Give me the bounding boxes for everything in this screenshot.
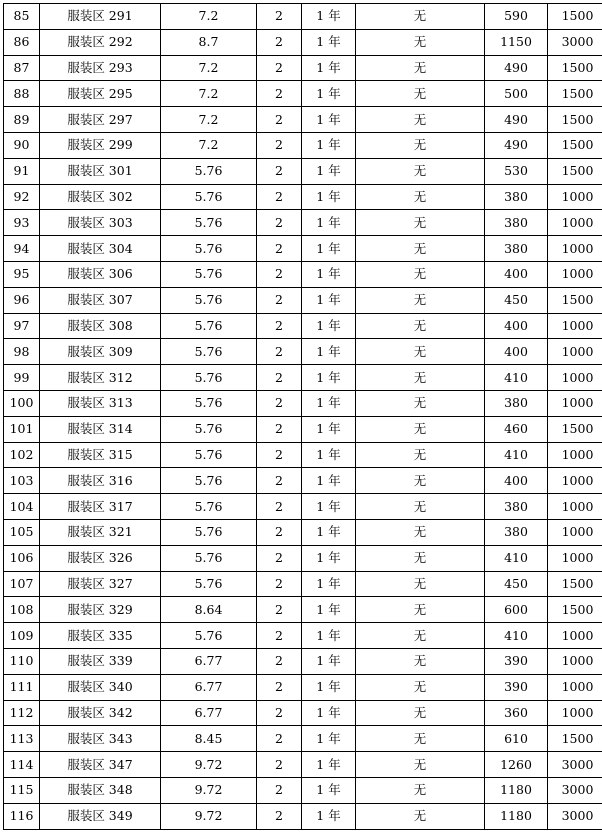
rent-cell: 380 bbox=[485, 390, 548, 416]
term-cell: 1 年 bbox=[302, 158, 356, 184]
row-number-cell: 107 bbox=[4, 571, 40, 597]
table-row bbox=[4, 648, 602, 674]
row-number-cell: 97 bbox=[4, 313, 40, 339]
deposit-cell: 1000 bbox=[548, 313, 602, 339]
table-row bbox=[4, 442, 602, 468]
remark-cell: 无 bbox=[356, 752, 485, 778]
rent-cell: 490 bbox=[485, 55, 548, 81]
deposit-cell: 1500 bbox=[548, 132, 602, 158]
deposit-cell: 1500 bbox=[548, 597, 602, 623]
area-cell: 5.76 bbox=[161, 287, 257, 313]
remark-cell: 无 bbox=[356, 623, 485, 649]
remark-cell: 无 bbox=[356, 777, 485, 803]
table-row bbox=[4, 261, 602, 287]
remark-cell: 无 bbox=[356, 4, 485, 30]
term-cell: 1 年 bbox=[302, 519, 356, 545]
table-row bbox=[4, 132, 602, 158]
term-cell: 1 年 bbox=[302, 571, 356, 597]
remark-cell: 无 bbox=[356, 313, 485, 339]
rent-cell: 490 bbox=[485, 107, 548, 133]
table-row bbox=[4, 287, 602, 313]
deposit-cell: 1000 bbox=[548, 519, 602, 545]
remark-cell: 无 bbox=[356, 365, 485, 391]
stall-name-cell: 服装区 348 bbox=[40, 777, 161, 803]
deposit-cell: 1000 bbox=[548, 674, 602, 700]
remark-cell: 无 bbox=[356, 132, 485, 158]
stall-name-cell: 服装区 295 bbox=[40, 81, 161, 107]
table-row bbox=[4, 210, 602, 236]
rent-cell: 1150 bbox=[485, 29, 548, 55]
area-cell: 6.77 bbox=[161, 700, 257, 726]
row-number-cell: 99 bbox=[4, 365, 40, 391]
remark-cell: 无 bbox=[356, 81, 485, 107]
count-cell: 2 bbox=[257, 597, 302, 623]
row-number-cell: 93 bbox=[4, 210, 40, 236]
deposit-cell: 1000 bbox=[548, 210, 602, 236]
stall-name-cell: 服装区 321 bbox=[40, 519, 161, 545]
area-cell: 5.76 bbox=[161, 494, 257, 520]
area-cell: 6.77 bbox=[161, 648, 257, 674]
stall-name-cell: 服装区 303 bbox=[40, 210, 161, 236]
row-number-cell: 108 bbox=[4, 597, 40, 623]
count-cell: 2 bbox=[257, 442, 302, 468]
area-cell: 5.76 bbox=[161, 416, 257, 442]
area-cell: 8.64 bbox=[161, 597, 257, 623]
rent-cell: 400 bbox=[485, 261, 548, 287]
row-number-cell: 104 bbox=[4, 494, 40, 520]
term-cell: 1 年 bbox=[302, 365, 356, 391]
deposit-cell: 1000 bbox=[548, 648, 602, 674]
deposit-cell: 1000 bbox=[548, 236, 602, 262]
count-cell: 2 bbox=[257, 494, 302, 520]
stall-name-cell: 服装区 342 bbox=[40, 700, 161, 726]
stall-name-cell: 服装区 304 bbox=[40, 236, 161, 262]
table-row bbox=[4, 339, 602, 365]
term-cell: 1 年 bbox=[302, 545, 356, 571]
remark-cell: 无 bbox=[356, 674, 485, 700]
remark-cell: 无 bbox=[356, 210, 485, 236]
count-cell: 2 bbox=[257, 81, 302, 107]
area-cell: 7.2 bbox=[161, 4, 257, 30]
count-cell: 2 bbox=[257, 55, 302, 81]
area-cell: 9.72 bbox=[161, 777, 257, 803]
stall-name-cell: 服装区 315 bbox=[40, 442, 161, 468]
table-row bbox=[4, 674, 602, 700]
table-row bbox=[4, 55, 602, 81]
row-number-cell: 113 bbox=[4, 726, 40, 752]
deposit-cell: 1500 bbox=[548, 4, 602, 30]
deposit-cell: 1000 bbox=[548, 623, 602, 649]
row-number-cell: 105 bbox=[4, 519, 40, 545]
stall-name-cell: 服装区 293 bbox=[40, 55, 161, 81]
rent-cell: 600 bbox=[485, 597, 548, 623]
stall-name-cell: 服装区 314 bbox=[40, 416, 161, 442]
table-row bbox=[4, 700, 602, 726]
table-row bbox=[4, 236, 602, 262]
area-cell: 8.45 bbox=[161, 726, 257, 752]
row-number-cell: 106 bbox=[4, 545, 40, 571]
remark-cell: 无 bbox=[356, 339, 485, 365]
remark-cell: 无 bbox=[356, 107, 485, 133]
term-cell: 1 年 bbox=[302, 597, 356, 623]
count-cell: 2 bbox=[257, 132, 302, 158]
deposit-cell: 1000 bbox=[548, 365, 602, 391]
count-cell: 2 bbox=[257, 29, 302, 55]
remark-cell: 无 bbox=[356, 494, 485, 520]
count-cell: 2 bbox=[257, 674, 302, 700]
count-cell: 2 bbox=[257, 339, 302, 365]
stall-name-cell: 服装区 306 bbox=[40, 261, 161, 287]
count-cell: 2 bbox=[257, 416, 302, 442]
rent-cell: 380 bbox=[485, 519, 548, 545]
rent-cell: 460 bbox=[485, 416, 548, 442]
count-cell: 2 bbox=[257, 752, 302, 778]
deposit-cell: 3000 bbox=[548, 803, 602, 829]
remark-cell: 无 bbox=[356, 648, 485, 674]
deposit-cell: 1000 bbox=[548, 184, 602, 210]
row-number-cell: 116 bbox=[4, 803, 40, 829]
stall-name-cell: 服装区 308 bbox=[40, 313, 161, 339]
row-number-cell: 109 bbox=[4, 623, 40, 649]
rent-cell: 1260 bbox=[485, 752, 548, 778]
remark-cell: 无 bbox=[356, 158, 485, 184]
deposit-cell: 1500 bbox=[548, 416, 602, 442]
area-cell: 5.76 bbox=[161, 210, 257, 236]
area-cell: 5.76 bbox=[161, 623, 257, 649]
term-cell: 1 年 bbox=[302, 210, 356, 236]
area-cell: 5.76 bbox=[161, 158, 257, 184]
deposit-cell: 1000 bbox=[548, 261, 602, 287]
term-cell: 1 年 bbox=[302, 752, 356, 778]
rent-cell: 380 bbox=[485, 184, 548, 210]
deposit-cell: 3000 bbox=[548, 29, 602, 55]
stall-name-cell: 服装区 313 bbox=[40, 390, 161, 416]
term-cell: 1 年 bbox=[302, 4, 356, 30]
stall-name-cell: 服装区 327 bbox=[40, 571, 161, 597]
row-number-cell: 112 bbox=[4, 700, 40, 726]
deposit-cell: 1500 bbox=[548, 81, 602, 107]
remark-cell: 无 bbox=[356, 55, 485, 81]
area-cell: 9.72 bbox=[161, 752, 257, 778]
deposit-cell: 1500 bbox=[548, 55, 602, 81]
remark-cell: 无 bbox=[356, 803, 485, 829]
term-cell: 1 年 bbox=[302, 494, 356, 520]
rent-cell: 380 bbox=[485, 236, 548, 262]
count-cell: 2 bbox=[257, 726, 302, 752]
row-number-cell: 89 bbox=[4, 107, 40, 133]
table-row bbox=[4, 29, 602, 55]
table-row bbox=[4, 726, 602, 752]
term-cell: 1 年 bbox=[302, 390, 356, 416]
remark-cell: 无 bbox=[356, 468, 485, 494]
rent-cell: 410 bbox=[485, 545, 548, 571]
rent-cell: 610 bbox=[485, 726, 548, 752]
stall-name-cell: 服装区 349 bbox=[40, 803, 161, 829]
row-number-cell: 90 bbox=[4, 132, 40, 158]
table-row bbox=[4, 545, 602, 571]
count-cell: 2 bbox=[257, 261, 302, 287]
table-row bbox=[4, 365, 602, 391]
term-cell: 1 年 bbox=[302, 803, 356, 829]
term-cell: 1 年 bbox=[302, 700, 356, 726]
table-row bbox=[4, 390, 602, 416]
count-cell: 2 bbox=[257, 777, 302, 803]
table-row bbox=[4, 494, 602, 520]
remark-cell: 无 bbox=[356, 236, 485, 262]
term-cell: 1 年 bbox=[302, 339, 356, 365]
row-number-cell: 102 bbox=[4, 442, 40, 468]
rent-cell: 400 bbox=[485, 339, 548, 365]
count-cell: 2 bbox=[257, 365, 302, 391]
table-row bbox=[4, 158, 602, 184]
deposit-cell: 1000 bbox=[548, 442, 602, 468]
deposit-cell: 1000 bbox=[548, 545, 602, 571]
area-cell: 5.76 bbox=[161, 261, 257, 287]
table-row bbox=[4, 597, 602, 623]
listing-table bbox=[3, 3, 602, 830]
remark-cell: 无 bbox=[356, 442, 485, 468]
area-cell: 7.2 bbox=[161, 107, 257, 133]
area-cell: 5.76 bbox=[161, 545, 257, 571]
term-cell: 1 年 bbox=[302, 287, 356, 313]
stall-name-cell: 服装区 312 bbox=[40, 365, 161, 391]
term-cell: 1 年 bbox=[302, 55, 356, 81]
stall-name-cell: 服装区 316 bbox=[40, 468, 161, 494]
rent-cell: 390 bbox=[485, 648, 548, 674]
stall-name-cell: 服装区 326 bbox=[40, 545, 161, 571]
term-cell: 1 年 bbox=[302, 777, 356, 803]
deposit-cell: 1500 bbox=[548, 726, 602, 752]
count-cell: 2 bbox=[257, 4, 302, 30]
remark-cell: 无 bbox=[356, 184, 485, 210]
term-cell: 1 年 bbox=[302, 442, 356, 468]
remark-cell: 无 bbox=[356, 416, 485, 442]
row-number-cell: 96 bbox=[4, 287, 40, 313]
stall-name-cell: 服装区 340 bbox=[40, 674, 161, 700]
count-cell: 2 bbox=[257, 700, 302, 726]
count-cell: 2 bbox=[257, 313, 302, 339]
rent-cell: 1180 bbox=[485, 803, 548, 829]
row-number-cell: 92 bbox=[4, 184, 40, 210]
area-cell: 5.76 bbox=[161, 184, 257, 210]
term-cell: 1 年 bbox=[302, 416, 356, 442]
term-cell: 1 年 bbox=[302, 623, 356, 649]
rent-cell: 400 bbox=[485, 468, 548, 494]
deposit-cell: 1000 bbox=[548, 468, 602, 494]
rent-cell: 410 bbox=[485, 442, 548, 468]
table-row bbox=[4, 803, 602, 829]
area-cell: 5.76 bbox=[161, 313, 257, 339]
area-cell: 5.76 bbox=[161, 390, 257, 416]
remark-cell: 无 bbox=[356, 287, 485, 313]
remark-cell: 无 bbox=[356, 597, 485, 623]
count-cell: 2 bbox=[257, 107, 302, 133]
count-cell: 2 bbox=[257, 648, 302, 674]
deposit-cell: 3000 bbox=[548, 752, 602, 778]
stall-name-cell: 服装区 347 bbox=[40, 752, 161, 778]
remark-cell: 无 bbox=[356, 571, 485, 597]
count-cell: 2 bbox=[257, 545, 302, 571]
row-number-cell: 91 bbox=[4, 158, 40, 184]
rent-cell: 380 bbox=[485, 210, 548, 236]
deposit-cell: 1000 bbox=[548, 339, 602, 365]
term-cell: 1 年 bbox=[302, 184, 356, 210]
area-cell: 5.76 bbox=[161, 442, 257, 468]
stall-name-cell: 服装区 299 bbox=[40, 132, 161, 158]
rent-cell: 390 bbox=[485, 674, 548, 700]
table-row bbox=[4, 571, 602, 597]
area-cell: 5.76 bbox=[161, 468, 257, 494]
count-cell: 2 bbox=[257, 803, 302, 829]
stall-name-cell: 服装区 343 bbox=[40, 726, 161, 752]
stall-name-cell: 服装区 317 bbox=[40, 494, 161, 520]
row-number-cell: 85 bbox=[4, 4, 40, 30]
table-row bbox=[4, 623, 602, 649]
remark-cell: 无 bbox=[356, 545, 485, 571]
count-cell: 2 bbox=[257, 390, 302, 416]
deposit-cell: 3000 bbox=[548, 777, 602, 803]
row-number-cell: 110 bbox=[4, 648, 40, 674]
row-number-cell: 98 bbox=[4, 339, 40, 365]
count-cell: 2 bbox=[257, 210, 302, 236]
deposit-cell: 1000 bbox=[548, 700, 602, 726]
term-cell: 1 年 bbox=[302, 81, 356, 107]
row-number-cell: 103 bbox=[4, 468, 40, 494]
term-cell: 1 年 bbox=[302, 29, 356, 55]
deposit-cell: 1000 bbox=[548, 494, 602, 520]
rent-cell: 410 bbox=[485, 623, 548, 649]
term-cell: 1 年 bbox=[302, 674, 356, 700]
stall-name-cell: 服装区 297 bbox=[40, 107, 161, 133]
rent-cell: 450 bbox=[485, 287, 548, 313]
deposit-cell: 1500 bbox=[548, 571, 602, 597]
count-cell: 2 bbox=[257, 519, 302, 545]
row-number-cell: 95 bbox=[4, 261, 40, 287]
area-cell: 6.77 bbox=[161, 674, 257, 700]
rent-cell: 490 bbox=[485, 132, 548, 158]
deposit-cell: 1500 bbox=[548, 287, 602, 313]
stall-name-cell: 服装区 335 bbox=[40, 623, 161, 649]
listing-table-container bbox=[3, 3, 602, 830]
rent-cell: 1180 bbox=[485, 777, 548, 803]
deposit-cell: 1000 bbox=[548, 390, 602, 416]
area-cell: 5.76 bbox=[161, 339, 257, 365]
table-row bbox=[4, 107, 602, 133]
remark-cell: 无 bbox=[356, 390, 485, 416]
term-cell: 1 年 bbox=[302, 236, 356, 262]
row-number-cell: 111 bbox=[4, 674, 40, 700]
remark-cell: 无 bbox=[356, 261, 485, 287]
area-cell: 5.76 bbox=[161, 519, 257, 545]
area-cell: 8.7 bbox=[161, 29, 257, 55]
remark-cell: 无 bbox=[356, 726, 485, 752]
row-number-cell: 115 bbox=[4, 777, 40, 803]
deposit-cell: 1500 bbox=[548, 107, 602, 133]
rent-cell: 410 bbox=[485, 365, 548, 391]
stall-name-cell: 服装区 301 bbox=[40, 158, 161, 184]
area-cell: 7.2 bbox=[161, 132, 257, 158]
table-row bbox=[4, 468, 602, 494]
area-cell: 7.2 bbox=[161, 81, 257, 107]
remark-cell: 无 bbox=[356, 29, 485, 55]
count-cell: 2 bbox=[257, 184, 302, 210]
term-cell: 1 年 bbox=[302, 261, 356, 287]
term-cell: 1 年 bbox=[302, 313, 356, 339]
row-number-cell: 100 bbox=[4, 390, 40, 416]
table-row bbox=[4, 81, 602, 107]
rent-cell: 360 bbox=[485, 700, 548, 726]
count-cell: 2 bbox=[257, 236, 302, 262]
row-number-cell: 94 bbox=[4, 236, 40, 262]
deposit-cell: 1500 bbox=[548, 158, 602, 184]
row-number-cell: 86 bbox=[4, 29, 40, 55]
term-cell: 1 年 bbox=[302, 468, 356, 494]
count-cell: 2 bbox=[257, 623, 302, 649]
area-cell: 5.76 bbox=[161, 365, 257, 391]
table-row bbox=[4, 416, 602, 442]
rent-cell: 590 bbox=[485, 4, 548, 30]
term-cell: 1 年 bbox=[302, 107, 356, 133]
rent-cell: 450 bbox=[485, 571, 548, 597]
rent-cell: 500 bbox=[485, 81, 548, 107]
term-cell: 1 年 bbox=[302, 132, 356, 158]
row-number-cell: 114 bbox=[4, 752, 40, 778]
term-cell: 1 年 bbox=[302, 726, 356, 752]
remark-cell: 无 bbox=[356, 519, 485, 545]
term-cell: 1 年 bbox=[302, 648, 356, 674]
area-cell: 5.76 bbox=[161, 571, 257, 597]
table-row bbox=[4, 777, 602, 803]
remark-cell: 无 bbox=[356, 700, 485, 726]
area-cell: 9.72 bbox=[161, 803, 257, 829]
table-row bbox=[4, 752, 602, 778]
count-cell: 2 bbox=[257, 468, 302, 494]
stall-name-cell: 服装区 309 bbox=[40, 339, 161, 365]
table-row bbox=[4, 184, 602, 210]
table-row bbox=[4, 519, 602, 545]
table-row bbox=[4, 4, 602, 30]
count-cell: 2 bbox=[257, 158, 302, 184]
stall-name-cell: 服装区 339 bbox=[40, 648, 161, 674]
row-number-cell: 88 bbox=[4, 81, 40, 107]
row-number-cell: 101 bbox=[4, 416, 40, 442]
table-row bbox=[4, 313, 602, 339]
stall-name-cell: 服装区 329 bbox=[40, 597, 161, 623]
count-cell: 2 bbox=[257, 287, 302, 313]
stall-name-cell: 服装区 291 bbox=[40, 4, 161, 30]
stall-name-cell: 服装区 292 bbox=[40, 29, 161, 55]
stall-name-cell: 服装区 307 bbox=[40, 287, 161, 313]
area-cell: 7.2 bbox=[161, 55, 257, 81]
stall-name-cell: 服装区 302 bbox=[40, 184, 161, 210]
count-cell: 2 bbox=[257, 571, 302, 597]
table-body bbox=[4, 4, 602, 830]
rent-cell: 400 bbox=[485, 313, 548, 339]
rent-cell: 530 bbox=[485, 158, 548, 184]
rent-cell: 380 bbox=[485, 494, 548, 520]
area-cell: 5.76 bbox=[161, 236, 257, 262]
row-number-cell: 87 bbox=[4, 55, 40, 81]
